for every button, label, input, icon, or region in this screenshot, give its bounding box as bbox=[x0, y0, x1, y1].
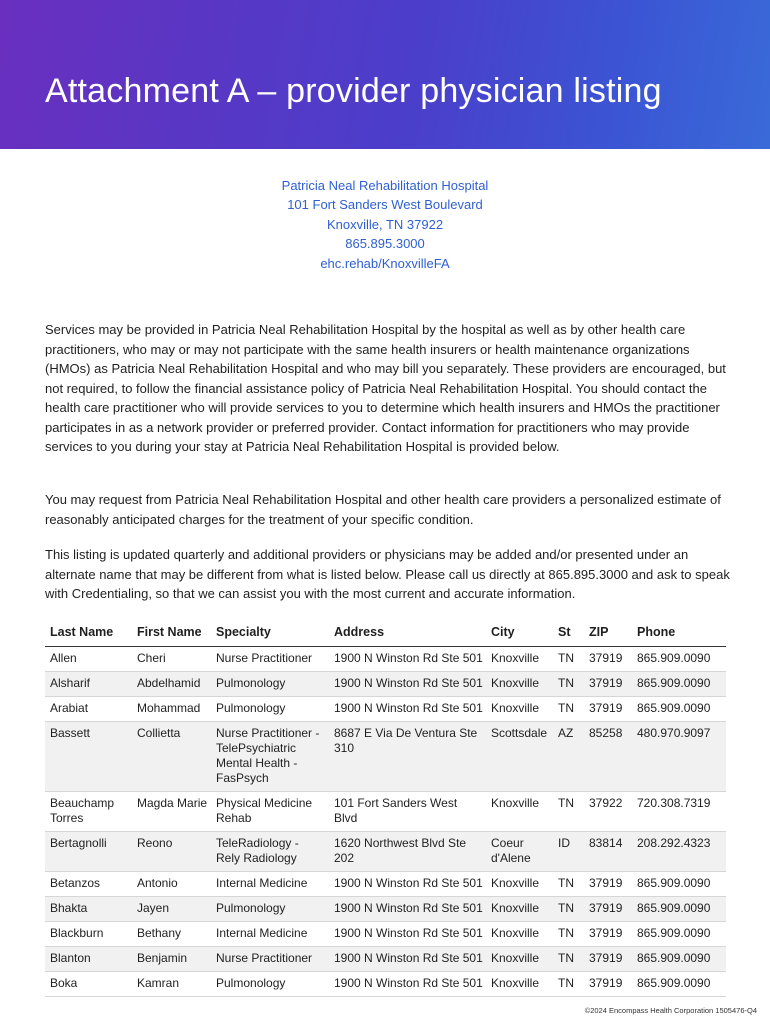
cell-state: ID bbox=[554, 832, 585, 872]
cell-zip: 37919 bbox=[585, 972, 633, 997]
cell-zip: 37919 bbox=[585, 647, 633, 672]
page-title: Attachment A – provider physician listing bbox=[45, 72, 662, 110]
cell-specialty: Pulmonology bbox=[212, 697, 330, 722]
cell-last-name: Arabiat bbox=[45, 697, 133, 722]
cell-address: 101 Fort Sanders West Blvd bbox=[330, 792, 487, 832]
cell-last-name: Boka bbox=[45, 972, 133, 997]
cell-first-name: Mohammad bbox=[133, 697, 212, 722]
cell-first-name: Magda Marie bbox=[133, 792, 212, 832]
provider-table bbox=[45, 625, 726, 997]
cell-address: 1900 N Winston Rd Ste 501 bbox=[330, 672, 487, 697]
cell-address: 1620 Northwest Blvd Ste 202 bbox=[330, 832, 487, 872]
cell-address: 1900 N Winston Rd Ste 501 bbox=[330, 697, 487, 722]
cell-last-name: Allen bbox=[45, 647, 133, 672]
cell-zip: 37919 bbox=[585, 947, 633, 972]
header-last-name: Last Name bbox=[45, 625, 133, 647]
table-row bbox=[45, 832, 726, 872]
cell-address: 1900 N Winston Rd Ste 501 bbox=[330, 922, 487, 947]
cell-address: 8687 E Via De Ventura Ste 310 bbox=[330, 722, 487, 792]
table-row bbox=[45, 972, 726, 997]
cell-state: TN bbox=[554, 972, 585, 997]
cell-phone: 865.909.0090 bbox=[633, 697, 726, 722]
cell-zip: 37922 bbox=[585, 792, 633, 832]
estimate-paragraph: You may request from Patricia Neal Rehabilitation Hospital and other health care providers a personalized estimate of reasonably anticipated charges for the treatment of your specific condition. bbox=[45, 492, 721, 527]
cell-state: AZ bbox=[554, 722, 585, 792]
cell-phone: 480.970.9097 bbox=[633, 722, 726, 792]
cell-last-name: Alsharif bbox=[45, 672, 133, 697]
cell-phone: 865.909.0090 bbox=[633, 922, 726, 947]
cell-zip: 37919 bbox=[585, 872, 633, 897]
cell-state: TN bbox=[554, 922, 585, 947]
cell-city: Knoxville bbox=[487, 647, 554, 672]
cell-address: 1900 N Winston Rd Ste 501 bbox=[330, 947, 487, 972]
cell-first-name: Antonio bbox=[133, 872, 212, 897]
hospital-street: 101 Fort Sanders West Boulevard bbox=[287, 197, 483, 213]
cell-specialty: Internal Medicine bbox=[212, 922, 330, 947]
table-row bbox=[45, 947, 726, 972]
cell-phone: 208.292.4323 bbox=[633, 832, 726, 872]
header-banner bbox=[0, 0, 770, 149]
cell-city: Knoxville bbox=[487, 697, 554, 722]
cell-last-name: Bertagnolli bbox=[45, 832, 133, 872]
cell-address: 1900 N Winston Rd Ste 501 bbox=[330, 972, 487, 997]
cell-last-name: Blanton bbox=[45, 947, 133, 972]
header-zip: ZIP bbox=[585, 625, 633, 647]
cell-first-name: Jayen bbox=[133, 897, 212, 922]
cell-first-name: Collietta bbox=[133, 722, 212, 792]
cell-specialty: Pulmonology bbox=[212, 672, 330, 697]
table-row bbox=[45, 672, 726, 697]
hospital-name: Patricia Neal Rehabilitation Hospital bbox=[281, 178, 489, 193]
cell-first-name: Cheri bbox=[133, 647, 212, 672]
cell-last-name: Bassett bbox=[45, 722, 133, 792]
cell-city: Knoxville bbox=[487, 947, 554, 972]
table-row bbox=[45, 897, 726, 922]
cell-city: Knoxville bbox=[487, 792, 554, 832]
cell-last-name: Bhakta bbox=[45, 897, 133, 922]
cell-last-name: Betanzos bbox=[45, 872, 133, 897]
cell-zip: 37919 bbox=[585, 922, 633, 947]
cell-city: Scottsdale bbox=[487, 722, 554, 792]
cell-first-name: Kamran bbox=[133, 972, 212, 997]
cell-city: Knoxville bbox=[487, 972, 554, 997]
table-body bbox=[45, 647, 726, 997]
cell-phone: 720.308.7319 bbox=[633, 792, 726, 832]
cell-state: TN bbox=[554, 792, 585, 832]
cell-last-name: Blackburn bbox=[45, 922, 133, 947]
header-state: St bbox=[554, 625, 585, 647]
services-paragraph: Services may be provided in Patricia Neal Rehabilitation Hospital by the hospital as well as by other health care practitioners, who may or may not participate with the same health insurers or health maintenance organizations (HMOs) as Patricia Neal Rehabilitation Hospital and who may bill you separately. These providers are encouraged, but not required, to follow the financial assistance policy of Patricia Neal Rehabilitation Hospital. You should contact the health care practitioner who will provide services to you to determine which health insurers and HMOs the practitioner participates in as a network provider or preferred provider. Contact information for practitioners who may provide services to you during your stay at Patricia Neal Rehabilitation Hospital is provided below. bbox=[45, 322, 726, 454]
table-row bbox=[45, 792, 726, 832]
cell-first-name: Bethany bbox=[133, 922, 212, 947]
cell-state: TN bbox=[554, 672, 585, 697]
cell-specialty: Nurse Practitioner - TelePsychiatric Mental Health - FasPsych bbox=[212, 722, 330, 792]
cell-state: TN bbox=[554, 697, 585, 722]
cell-specialty: Pulmonology bbox=[212, 972, 330, 997]
cell-specialty: Nurse Practitioner bbox=[212, 647, 330, 672]
cell-city: Knoxville bbox=[487, 872, 554, 897]
cell-last-name: Beauchamp Torres bbox=[45, 792, 133, 832]
cell-address: 1900 N Winston Rd Ste 501 bbox=[330, 872, 487, 897]
cell-phone: 865.909.0090 bbox=[633, 672, 726, 697]
cell-state: TN bbox=[554, 897, 585, 922]
header-phone: Phone bbox=[633, 625, 726, 647]
table-row bbox=[45, 697, 726, 722]
cell-city: Knoxville bbox=[487, 672, 554, 697]
cell-phone: 865.909.0090 bbox=[633, 872, 726, 897]
cell-state: TN bbox=[554, 647, 585, 672]
listing-update-paragraph: This listing is updated quarterly and additional providers or physicians may be added and/or presented under an alternate name that may be different from what is listed below. Please call us directly at 865.895.3000 and ask to speak with Credentialing, so that we can assist you with the most current and accurate information. bbox=[45, 547, 730, 601]
cell-zip: 85258 bbox=[585, 722, 633, 792]
table-row bbox=[45, 647, 726, 672]
cell-address: 1900 N Winston Rd Ste 501 bbox=[330, 897, 487, 922]
cell-specialty: Physical Medicine Rehab bbox=[212, 792, 330, 832]
header-address: Address bbox=[330, 625, 487, 647]
cell-phone: 865.909.0090 bbox=[633, 897, 726, 922]
cell-phone: 865.909.0090 bbox=[633, 647, 726, 672]
header-city: City bbox=[487, 625, 554, 647]
header-specialty: Specialty bbox=[212, 625, 330, 647]
cell-phone: 865.909.0090 bbox=[633, 972, 726, 997]
cell-city: Coeur d'Alene bbox=[487, 832, 554, 872]
table-row bbox=[45, 722, 726, 792]
header-first-name: First Name bbox=[133, 625, 212, 647]
cell-specialty: Internal Medicine bbox=[212, 872, 330, 897]
hospital-city-state-zip: Knoxville, TN 37922 bbox=[326, 216, 444, 232]
cell-zip: 83814 bbox=[585, 832, 633, 872]
cell-specialty: Pulmonology bbox=[212, 897, 330, 922]
cell-first-name: Benjamin bbox=[133, 947, 212, 972]
footer-copyright: ©2024 Encompass Health Corporation 1505476-Q4 bbox=[584, 1006, 757, 1015]
table-row bbox=[45, 872, 726, 897]
hospital-phone[interactable]: 865.895.3000 bbox=[345, 236, 425, 252]
cell-zip: 37919 bbox=[585, 672, 633, 697]
cell-state: TN bbox=[554, 947, 585, 972]
cell-specialty: TeleRadiology - Rely Radiology bbox=[212, 832, 330, 872]
table-row bbox=[45, 922, 726, 947]
cell-state: TN bbox=[554, 872, 585, 897]
cell-address: 1900 N Winston Rd Ste 501 bbox=[330, 647, 487, 672]
hospital-website-link[interactable]: ehc.rehab/KnoxvilleFA bbox=[320, 255, 450, 271]
hospital-contact-block bbox=[0, 176, 770, 273]
cell-zip: 37919 bbox=[585, 897, 633, 922]
table-header-row bbox=[45, 625, 726, 647]
cell-first-name: Reono bbox=[133, 832, 212, 872]
cell-phone: 865.909.0090 bbox=[633, 947, 726, 972]
cell-city: Knoxville bbox=[487, 922, 554, 947]
cell-city: Knoxville bbox=[487, 897, 554, 922]
cell-first-name: Abdelhamid bbox=[133, 672, 212, 697]
cell-zip: 37919 bbox=[585, 697, 633, 722]
cell-specialty: Nurse Practitioner bbox=[212, 947, 330, 972]
